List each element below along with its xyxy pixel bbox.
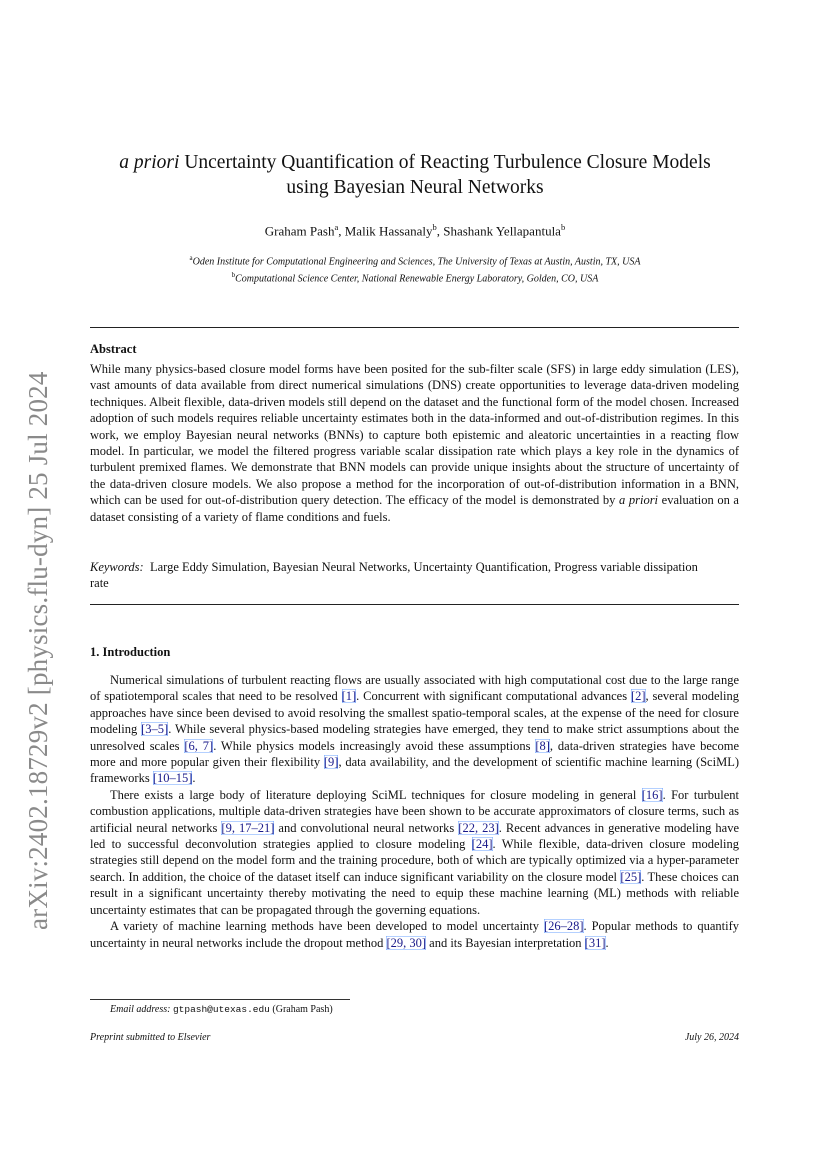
citation-link[interactable]: [31] <box>584 935 606 950</box>
footer-date: July 26, 2024 <box>684 1032 739 1043</box>
citation-link[interactable]: [10–15] <box>152 771 193 786</box>
abstract-top-rule <box>90 327 739 328</box>
citation-link[interactable]: [2] <box>630 689 646 704</box>
title-italic-prefix: a priori <box>119 152 180 173</box>
intro-text-segment: . <box>192 771 196 786</box>
author-separator: , <box>436 223 444 239</box>
footnote-label: Email address: <box>110 1004 171 1015</box>
keywords <box>90 559 710 592</box>
intro-text-segment: . Popular methods to quantify uncertainty in neural networks include the dropout method <box>90 919 739 950</box>
author-affil-mark: a <box>334 222 339 232</box>
intro-text-segment: Numerical simulations of turbulent reacting flows are usually associated with high computational cost due to the large range of spatiotemporal scales that need to be resolved <box>90 673 739 704</box>
author-name: Malik Hassanaly <box>344 223 433 239</box>
author-list <box>90 222 740 239</box>
intro-text-segment: , data-driven strategies have become more and more popular given their flexibility <box>90 738 740 770</box>
author-affil-mark: b <box>560 222 566 232</box>
abstract-bottom-rule <box>90 604 739 605</box>
author-separator: , <box>338 223 345 239</box>
paper-title <box>90 150 740 200</box>
section-heading-introduction: 1. Introduction <box>90 645 171 659</box>
affiliation <box>90 269 740 286</box>
title-line1: Uncertainty Quantification of Reacting Turbulence Closure Models <box>179 152 711 173</box>
affiliation-list <box>90 252 740 286</box>
intro-text-segment: A variety of machine learning methods have been developed to model uncertainty <box>110 919 544 934</box>
intro-text-segment: , several modeling approaches have since been devised to avoid resolving the smallest spatio-temporal scales, at the expense of the need for closure modeling <box>90 689 739 737</box>
citation-link[interactable]: [25] <box>620 869 642 884</box>
footnote-name: (Graham Pash) <box>272 1004 333 1015</box>
abstract-text-part: While many physics-based closure model forms have been posited for the sub-filter scale (SFS) in large eddy simulation (LES), vast amounts of data available from direct numerical simulations (DNS) create opportunities to leverage data-driven modeling techniques. Albeit flexible, data-driven models still depend on the dataset and the functional form of the model chosen. Increased adoption of such models requires reliable uncertainty estimates both in the data-informed and out-of-distribution regimes. In this work, we employ Bayesian neural networks (BNNs) to capture both epistemic and aleatoric uncertainties in a reacting flow model. In particular, we model the filtered progress variable scalar dissipation rate which plays a key role in the dynamics of turbulent premixed flames. We demonstrate that BNN models can provide unique insights about the structure of uncertainty of the data-driven closure models. We also propose a method for the incorporation of out-of-distribution information in a BNN, which can be used for out-of-distribution query detection. The efficacy of the model is demonstrated by <box>90 362 739 508</box>
footer-submission-note: Preprint submitted to Elsevier <box>90 1032 211 1043</box>
intro-text-segment: and its Bayesian interpretation <box>426 935 585 950</box>
affiliation-text: Computational Science Center, National Renewable Energy Laboratory, Golden, CO, USA <box>235 273 599 285</box>
intro-text-segment: . Recent advances in generative modeling have led to successful deconvolution strategies applied to closure modeling <box>90 820 740 852</box>
citation-link[interactable]: [3–5] <box>141 722 169 737</box>
abstract-italic-term: a priori <box>619 493 659 508</box>
citation-link[interactable]: [8] <box>535 738 550 753</box>
citation-link[interactable]: [24] <box>471 837 493 852</box>
citation-link[interactable]: [22, 23] <box>458 820 499 835</box>
citation-link[interactable]: [9] <box>323 755 339 770</box>
citation-link[interactable]: [9, 17–21] <box>221 820 275 835</box>
intro-text-segment: . These choices can result in a significant uncertainty thereby motivating the need to equip these machine learning (ML) methods with reliable uncertainty estimates that can be propagated through the governing equations. <box>90 869 739 917</box>
citation-link[interactable]: [1] <box>341 689 357 704</box>
intro-text-segment: and convolutional neural networks <box>274 820 459 835</box>
citation-link[interactable]: [6, 7] <box>184 738 214 753</box>
affiliation-mark: a <box>189 254 193 262</box>
author-affil-mark: b <box>432 222 437 232</box>
footnote <box>110 1004 333 1015</box>
arxiv-identifier[interactable]: arXiv:2402.18729v2 [physics.flu-dyn] 25 Jul 2024 <box>23 371 53 930</box>
intro-paragraph-3 <box>90 918 739 951</box>
affiliation <box>90 252 740 269</box>
intro-text-segment: . While several physics-based modeling strategies have emerged, they tend to make strict assumptions about the unresolved scales <box>90 722 740 753</box>
intro-paragraph-2 <box>90 787 739 918</box>
footnote-rule <box>90 999 350 1000</box>
author-name: Shashank Yellapantula <box>443 223 561 239</box>
citation-link[interactable]: [16] <box>641 787 663 802</box>
intro-text-segment: . While flexible, data-driven closure modeling strategies still depend on the model form and the training procedure, both of which are typically optimized via a hyper-parameter search. In addition, the choice of the dataset itself can induce significant variability on the closure model <box>90 837 739 884</box>
intro-text-segment: , data availability, and the development of scientific machine learning (SciML) frameworks <box>90 755 739 786</box>
introduction-body <box>90 672 739 951</box>
intro-text-segment: . For turbulent combustion applications, multiple data-driven strategies have been shown to be accurate approximators of closure terms, such as artificial neural networks <box>90 787 740 835</box>
intro-text-segment: . <box>605 935 609 950</box>
abstract-text <box>90 361 739 525</box>
keywords-text: Large Eddy Simulation, Bayesian Neural Networks, Uncertainty Quantification, Progress variable dissipation rate <box>90 560 698 591</box>
abstract-text-part: evaluation on a dataset consisting of a variety of flame conditions and fuels. <box>90 493 739 524</box>
citation-link[interactable]: [26–28] <box>543 919 584 934</box>
intro-text-segment: There exists a large body of literature deploying SciML techniques for closure modeling in general <box>110 787 642 802</box>
email-link[interactable]: gtpash@utexas.edu <box>172 1004 270 1015</box>
author-name: Graham Pash <box>264 223 335 239</box>
abstract-heading: Abstract <box>90 342 137 356</box>
intro-text-segment: . Concurrent with significant computational advances <box>356 689 631 704</box>
intro-text-segment: . While physics models increasingly avoid these assumptions <box>213 738 536 753</box>
intro-paragraph-1 <box>90 672 739 787</box>
keywords-label: Keywords: <box>90 560 144 574</box>
title-line2: using Bayesian Neural Networks <box>286 177 544 198</box>
affiliation-text: Oden Institute for Computational Engineering and Sciences, The University of Texas at Austin, Austin, TX, USA <box>192 256 641 268</box>
affiliation-mark: b <box>231 270 236 279</box>
citation-link[interactable]: [29, 30] <box>386 935 427 950</box>
